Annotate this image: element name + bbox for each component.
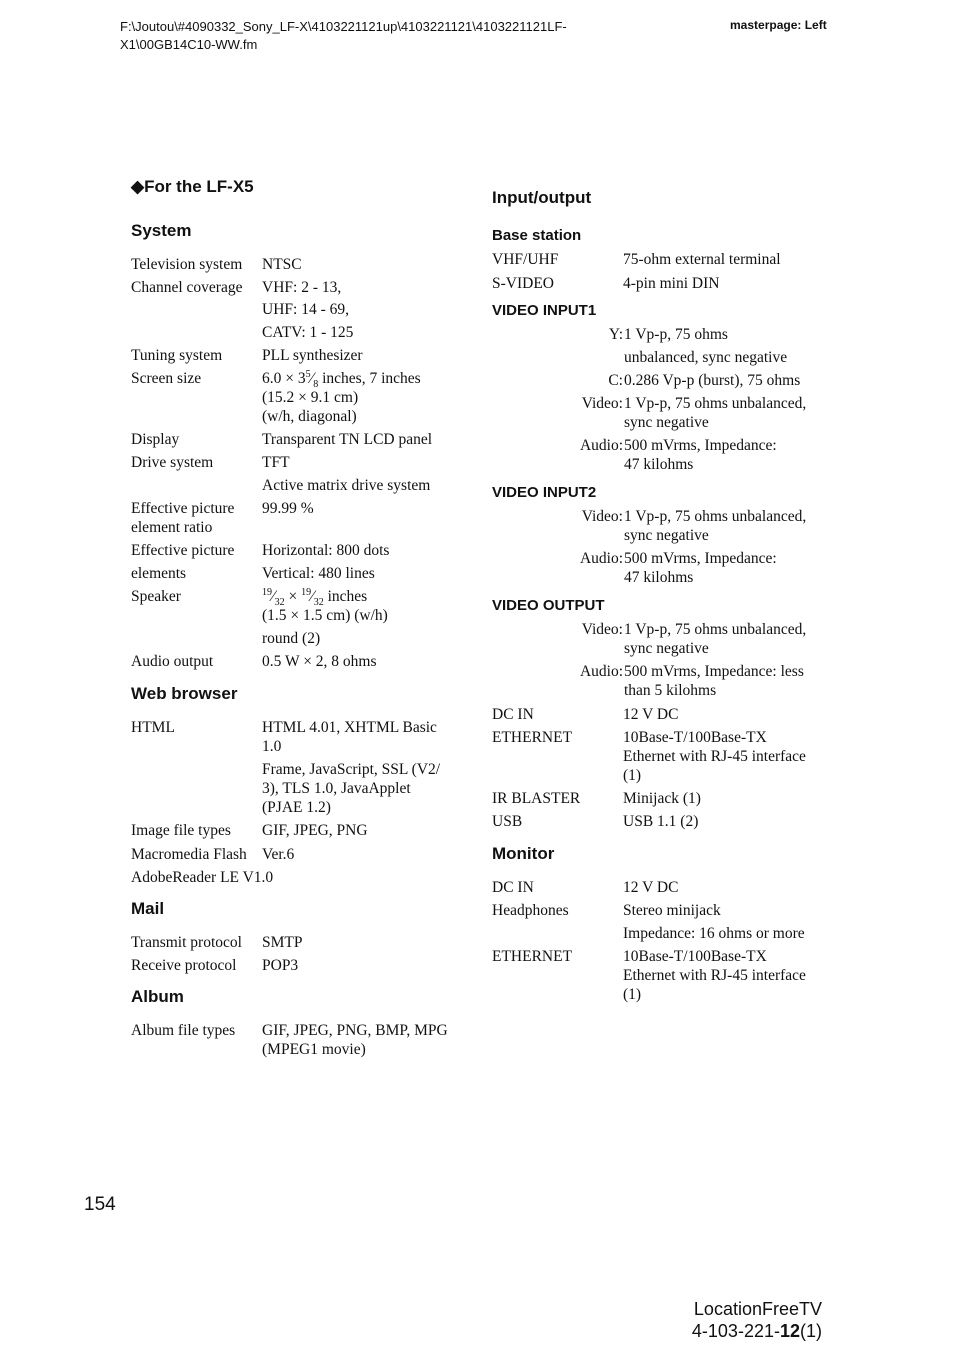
spec-value: Horizontal: 800 dots [262, 542, 390, 559]
spec-row [492, 620, 806, 639]
mail-spec-list [131, 933, 303, 975]
spec-value: round (2) [262, 630, 321, 647]
spec-value: 1 Vp-p, 75 ohms unbalanced, [624, 508, 807, 525]
file-path-line: F:\Joutou\#4090332_Sony_LF-X\4103221121up\4103221121\4103221121LF- [120, 19, 567, 34]
spec-row [131, 956, 303, 975]
spec-value: Active matrix drive system [262, 477, 431, 494]
spec-label: AdobeReader LE V1.0 [131, 869, 274, 886]
spec-label: Effective picture [131, 500, 235, 517]
spec-label: HTML [131, 719, 175, 736]
spec-row [492, 455, 806, 474]
video-input2-heading: VIDEO INPUT2 [492, 484, 597, 501]
spec-row [131, 718, 440, 737]
connector-spec-list [492, 705, 806, 831]
web-browser-spec-list [131, 718, 440, 887]
spec-value: USB 1.1 (2) [623, 813, 699, 830]
spec-row [131, 564, 432, 583]
spec-value: (15.2 × 9.1 cm) [262, 389, 359, 406]
spec-row [492, 947, 806, 966]
spec-label: elements [131, 565, 187, 582]
spec-value: 12 V DC [623, 879, 679, 896]
spec-label: Screen size [131, 370, 202, 387]
spec-label: Video: [581, 508, 623, 525]
spec-value: 47 kilohms [624, 569, 694, 586]
spec-value: Frame, JavaScript, SSL (V2/ [262, 761, 441, 778]
spec-value: (MPEG1 movie) [262, 1041, 366, 1058]
base-station-heading: Base station [492, 227, 582, 244]
footer-product-code [692, 1298, 822, 1342]
spec-value: Stereo minijack [623, 902, 721, 919]
spec-row [492, 348, 806, 367]
spec-label: USB [492, 813, 523, 830]
spec-row [131, 430, 432, 449]
spec-row [131, 278, 432, 297]
spec-value: $^{19}⁄_{32}$ × $^{19}⁄_{32}$ inches [262, 586, 368, 609]
spec-row [131, 453, 432, 472]
spec-row [131, 586, 432, 609]
spec-row [131, 499, 432, 518]
spec-row [131, 868, 440, 887]
section-title: ◆For the LF-X5 [131, 177, 254, 196]
monitor-spec-list [492, 878, 806, 1004]
spec-value: sync negative [624, 640, 709, 657]
spec-label: C: [608, 372, 623, 389]
spec-label: Video: [581, 621, 623, 638]
spec-row [131, 1040, 448, 1059]
spec-value: 1 Vp-p, 75 ohms [624, 326, 728, 343]
spec-row [492, 394, 806, 413]
spec-value: than 5 kilohms [624, 682, 717, 699]
spec-row [131, 300, 432, 319]
spec-label: DC IN [492, 879, 534, 896]
spec-value: 0.5 W × 2, 8 ohms [262, 653, 377, 670]
spec-row [492, 568, 806, 587]
spec-row [492, 662, 806, 681]
spec-row [131, 933, 303, 952]
monitor-heading: Monitor [492, 844, 555, 863]
spec-label: Transmit protocol [131, 934, 242, 951]
spec-value: NTSC [262, 256, 302, 273]
video-output-heading: VIDEO OUTPUT [492, 597, 605, 614]
spec-row [131, 606, 432, 625]
spec-row [131, 760, 440, 779]
spec-row [131, 346, 432, 365]
spec-label: Effective picture [131, 542, 235, 559]
spec-label: Audio: [579, 663, 623, 680]
spec-row [492, 436, 806, 455]
spec-row [131, 737, 440, 756]
spec-value: (1.5 × 1.5 cm) (w/h) [262, 607, 388, 624]
spec-value: 500 mVrms, Impedance: [624, 437, 777, 454]
spec-value: 12 V DC [623, 706, 679, 723]
spec-row [492, 901, 806, 920]
spec-value: PLL synthesizer [262, 347, 363, 364]
spec-value: 10Base-T/100Base-TX [623, 729, 767, 746]
spec-label: DC IN [492, 706, 534, 723]
spec-row [131, 407, 432, 426]
spec-label: IR BLASTER [492, 790, 581, 807]
spec-value: (1) [623, 767, 642, 784]
spec-row [131, 629, 432, 648]
spec-value: 99.99 % [262, 500, 314, 517]
part-number: 4-103-221-12(1) [691, 1321, 822, 1341]
spec-row [131, 388, 432, 407]
spec-row [492, 681, 806, 700]
spec-value: Impedance: 16 ohms or more [623, 925, 805, 942]
spec-value: 1 Vp-p, 75 ohms unbalanced, [624, 621, 807, 638]
spec-row [492, 325, 806, 344]
spec-label: S-VIDEO [492, 275, 554, 292]
spec-row [492, 728, 806, 747]
spec-value: Ver.6 [262, 846, 295, 863]
spec-value: 75-ohm external terminal [623, 251, 781, 268]
spec-label: Display [131, 431, 180, 448]
spec-value: 3), TLS 1.0, JavaApplet [262, 780, 411, 797]
spec-value: HTML 4.01, XHTML Basic [262, 719, 437, 736]
spec-label: Audio: [579, 550, 623, 567]
spec-row [492, 526, 806, 545]
spec-value: 0.286 Vp-p (burst), 75 ohms [624, 372, 801, 389]
product-name: LocationFreeTV [693, 1299, 822, 1319]
spec-label: Receive protocol [131, 957, 237, 974]
spec-row [492, 507, 806, 526]
spec-label: Y: [608, 326, 623, 343]
spec-value: (w/h, diagonal) [262, 408, 357, 425]
file-path-line: X1\00GB14C10-WW.fm [120, 37, 258, 52]
spec-value: Vertical: 480 lines [262, 565, 375, 582]
base-station-spec-list [492, 250, 781, 293]
spec-label: Channel coverage [131, 279, 243, 296]
spec-label: ETHERNET [492, 948, 573, 965]
spec-row [492, 250, 781, 269]
spec-row [492, 371, 806, 390]
input-output-heading: Input/output [492, 188, 592, 207]
spec-value: SMTP [262, 934, 303, 951]
system-spec-list [131, 255, 432, 671]
spec-label: Album file types [131, 1022, 236, 1039]
spec-value: VHF: 2 - 13, [262, 279, 342, 296]
spec-label: Audio output [131, 653, 214, 670]
spec-label: Drive system [131, 454, 214, 471]
spec-label: Video: [581, 395, 623, 412]
spec-label: Television system [131, 256, 243, 273]
spec-row [131, 798, 440, 817]
spec-value: sync negative [624, 414, 709, 431]
spec-value: GIF, JPEG, PNG, BMP, MPG [262, 1022, 448, 1039]
spec-value: 10Base-T/100Base-TX [623, 948, 767, 965]
spec-row [492, 924, 806, 943]
video-input1-heading: VIDEO INPUT1 [492, 302, 597, 319]
spec-label: Image file types [131, 822, 231, 839]
spec-row [492, 966, 806, 985]
spec-row [131, 541, 432, 560]
web-browser-heading: Web browser [131, 684, 238, 703]
spec-label: Tuning system [131, 347, 223, 364]
album-heading: Album [131, 987, 184, 1006]
mail-heading: Mail [131, 899, 165, 918]
spec-value: Ethernet with RJ-45 interface [623, 967, 806, 984]
spec-row [131, 652, 432, 671]
masterpage-label: masterpage: Left [730, 18, 827, 32]
spec-row [492, 985, 806, 1004]
spec-row [492, 878, 806, 897]
spec-value: 500 mVrms, Impedance: [624, 550, 777, 567]
spec-value: TFT [262, 454, 290, 471]
page-number: 154 [84, 1194, 116, 1215]
file-path-header [120, 18, 660, 54]
spec-row [131, 368, 432, 391]
spec-value: Minijack (1) [623, 790, 701, 807]
spec-row [492, 549, 806, 568]
spec-value: CATV: 1 - 125 [262, 324, 354, 341]
spec-row [131, 821, 440, 840]
spec-value: 47 kilohms [624, 456, 694, 473]
spec-label: Headphones [492, 902, 569, 919]
spec-value: 500 mVrms, Impedance: less [624, 663, 804, 680]
video-output-spec-list [492, 620, 806, 700]
spec-label: ETHERNET [492, 729, 573, 746]
system-heading: System [131, 221, 192, 240]
spec-label: Audio: [579, 437, 623, 454]
spec-value: (1) [623, 986, 642, 1003]
spec-row [131, 845, 440, 864]
video-input1-spec-list [492, 325, 806, 474]
spec-label: Speaker [131, 588, 181, 605]
spec-label: Macromedia Flash [131, 846, 247, 863]
spec-row [492, 747, 806, 766]
spec-row [131, 518, 432, 537]
spec-row [492, 705, 806, 724]
spec-value: Transparent TN LCD panel [262, 431, 433, 448]
spec-row [492, 639, 806, 658]
spec-row [131, 779, 440, 798]
spec-label: element ratio [131, 519, 213, 536]
spec-value: UHF: 14 - 69, [262, 301, 349, 318]
spec-row [131, 255, 432, 274]
spec-label: VHF/UHF [492, 251, 559, 268]
album-spec-list [131, 1021, 448, 1059]
spec-row [131, 476, 432, 495]
spec-value: $6.0 \times 3^5⁄_8$ inches, 7 inches [262, 368, 421, 391]
spec-row [492, 812, 806, 831]
spec-row [131, 1021, 448, 1040]
spec-row [492, 413, 806, 432]
spec-row [492, 766, 806, 785]
spec-row [492, 274, 781, 293]
spec-value: sync negative [624, 527, 709, 544]
spec-value: Ethernet with RJ-45 interface [623, 748, 806, 765]
spec-row [492, 789, 806, 808]
video-input2-spec-list [492, 507, 806, 587]
spec-value: GIF, JPEG, PNG [262, 822, 368, 839]
spec-value: 1 Vp-p, 75 ohms unbalanced, [624, 395, 807, 412]
spec-value: 4-pin mini DIN [623, 275, 720, 292]
spec-value: (PJAE 1.2) [262, 799, 331, 816]
spec-value: POP3 [262, 957, 299, 974]
spec-row [131, 323, 432, 342]
spec-value: unbalanced, sync negative [624, 349, 788, 366]
spec-value: 1.0 [262, 738, 282, 755]
